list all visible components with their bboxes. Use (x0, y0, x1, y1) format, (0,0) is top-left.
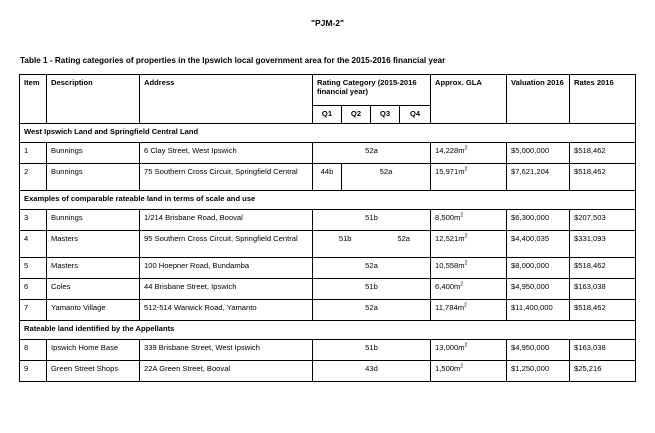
cell-address: 100 Hoepner Road, Bundamba (140, 258, 313, 279)
cell-valuation: $5,000,000 (507, 143, 570, 164)
cell-address: 22A Green Street, Booval (140, 361, 313, 382)
table-caption: Table 1 - Rating categories of properties in the Ipswich local government area for the 2015-2016 financial year (20, 56, 446, 65)
cell-description: Green Street Shops (47, 361, 140, 382)
rating-table (19, 74, 636, 382)
cell-gla: $15,971m^2$ (431, 164, 507, 191)
cell-description: Masters (47, 258, 140, 279)
cell-rates: $518,462 (570, 143, 636, 164)
table-row (20, 300, 636, 321)
cell-rates: $518,462 (570, 300, 636, 321)
cell-valuation: $8,000,000 (507, 258, 570, 279)
cell-address: 95 Southern Cross Circuit, Springfield Central (140, 231, 313, 258)
cell-rating-second: 52a (397, 234, 411, 243)
cell-item: 3 (20, 210, 47, 231)
cell-item: 1 (20, 143, 47, 164)
header-rating-category: Rating Category (2015-2016 financial year) (313, 75, 431, 106)
cell-rates: $163,038 (570, 340, 636, 361)
cell-rating: 43d (313, 361, 431, 382)
section-title: Examples of comparable rateable land in terms of scale and use (20, 191, 636, 210)
cell-address: 44 Brisbane Street, Ipswich (140, 279, 313, 300)
header-item: Item (20, 75, 47, 124)
header-q1: Q1 (313, 106, 342, 124)
table-row (20, 361, 636, 382)
cell-rates: $207,503 (570, 210, 636, 231)
table-row (20, 164, 636, 191)
cell-address: 512-514 Warwick Road, Yamanto (140, 300, 313, 321)
cell-rating: 52a (313, 258, 431, 279)
cell-rates: $518,462 (570, 258, 636, 279)
cell-valuation: $6,300,000 (507, 210, 570, 231)
header-valuation: Valuation 2016 (507, 75, 570, 124)
cell-description: Coles (47, 279, 140, 300)
cell-rating: 51b (313, 340, 431, 361)
cell-gla: $12,521m^2$ (431, 231, 507, 258)
cell-rates: $25,216 (570, 361, 636, 382)
section-row (20, 124, 636, 143)
cell-rating-split (313, 231, 431, 258)
cell-gla: $11,784m^2$ (431, 300, 507, 321)
cell-item: 2 (20, 164, 47, 191)
table-row (20, 279, 636, 300)
table-row (20, 210, 636, 231)
cell-description: Bunnings (47, 143, 140, 164)
cell-item: 7 (20, 300, 47, 321)
header-q2: Q2 (342, 106, 371, 124)
cell-item: 6 (20, 279, 47, 300)
section-title: Rateable land identified by the Appellants (20, 321, 636, 340)
cell-item: 5 (20, 258, 47, 279)
table-row (20, 143, 636, 164)
section-title: West Ipswich Land and Springfield Central Land (20, 124, 636, 143)
cell-gla: $10,558m^2$ (431, 258, 507, 279)
cell-rating: 52a (313, 300, 431, 321)
cell-rating: 52a (313, 143, 431, 164)
header-q4: Q4 (400, 106, 431, 124)
table-row (20, 258, 636, 279)
cell-rates: $163,038 (570, 279, 636, 300)
cell-description: Ipswich Home Base (47, 340, 140, 361)
cell-valuation: $4,950,000 (507, 279, 570, 300)
cell-gla: $8,500m^2$ (431, 210, 507, 231)
cell-rates: $331,093 (570, 231, 636, 258)
cell-valuation: $4,400,035 (507, 231, 570, 258)
cell-gla: $6,400m^2$ (431, 279, 507, 300)
cell-item: 8 (20, 340, 47, 361)
header-row (20, 75, 636, 106)
cell-rating-q2-q4: 52a (342, 164, 431, 191)
cell-gla: $13,000m^2$ (431, 340, 507, 361)
cell-rating: 51b (313, 279, 431, 300)
table-row (20, 340, 636, 361)
cell-item: 4 (20, 231, 47, 258)
cell-gla: $14,228m^2$ (431, 143, 507, 164)
header-address: Address (140, 75, 313, 124)
cell-address: 6 Clay Street, West Ipswich (140, 143, 313, 164)
section-row (20, 321, 636, 340)
cell-valuation: $7,621,204 (507, 164, 570, 191)
cell-valuation: $11,400,000 (507, 300, 570, 321)
cell-gla: $1,500m^2$ (431, 361, 507, 382)
cell-address: 1/214 Brisbane Road, Booval (140, 210, 313, 231)
header-rates: Rates 2016 (570, 75, 636, 124)
cell-valuation: $1,250,000 (507, 361, 570, 382)
section-row (20, 191, 636, 210)
cell-description: Masters (47, 231, 140, 258)
cell-item: 9 (20, 361, 47, 382)
cell-rating: 51b (313, 210, 431, 231)
header-q3: Q3 (371, 106, 400, 124)
cell-rates: $518,462 (570, 164, 636, 191)
cell-rating-first: 51b (338, 234, 352, 243)
cell-description: Bunnings (47, 164, 140, 191)
cell-address: 75 Southern Cross Circuit, Springfield Central (140, 164, 313, 191)
cell-description: Bunnings (47, 210, 140, 231)
cell-valuation: $4,950,000 (507, 340, 570, 361)
cell-rating-q1: 44b (313, 164, 342, 191)
cell-address: 339 Brisbane Street, West Ipswich (140, 340, 313, 361)
table-row (20, 231, 636, 258)
document-id: "PJM-2" (310, 18, 345, 28)
header-gla: Approx. GLA (431, 75, 507, 124)
cell-description: Yamanto Village (47, 300, 140, 321)
header-description: Description (47, 75, 140, 124)
